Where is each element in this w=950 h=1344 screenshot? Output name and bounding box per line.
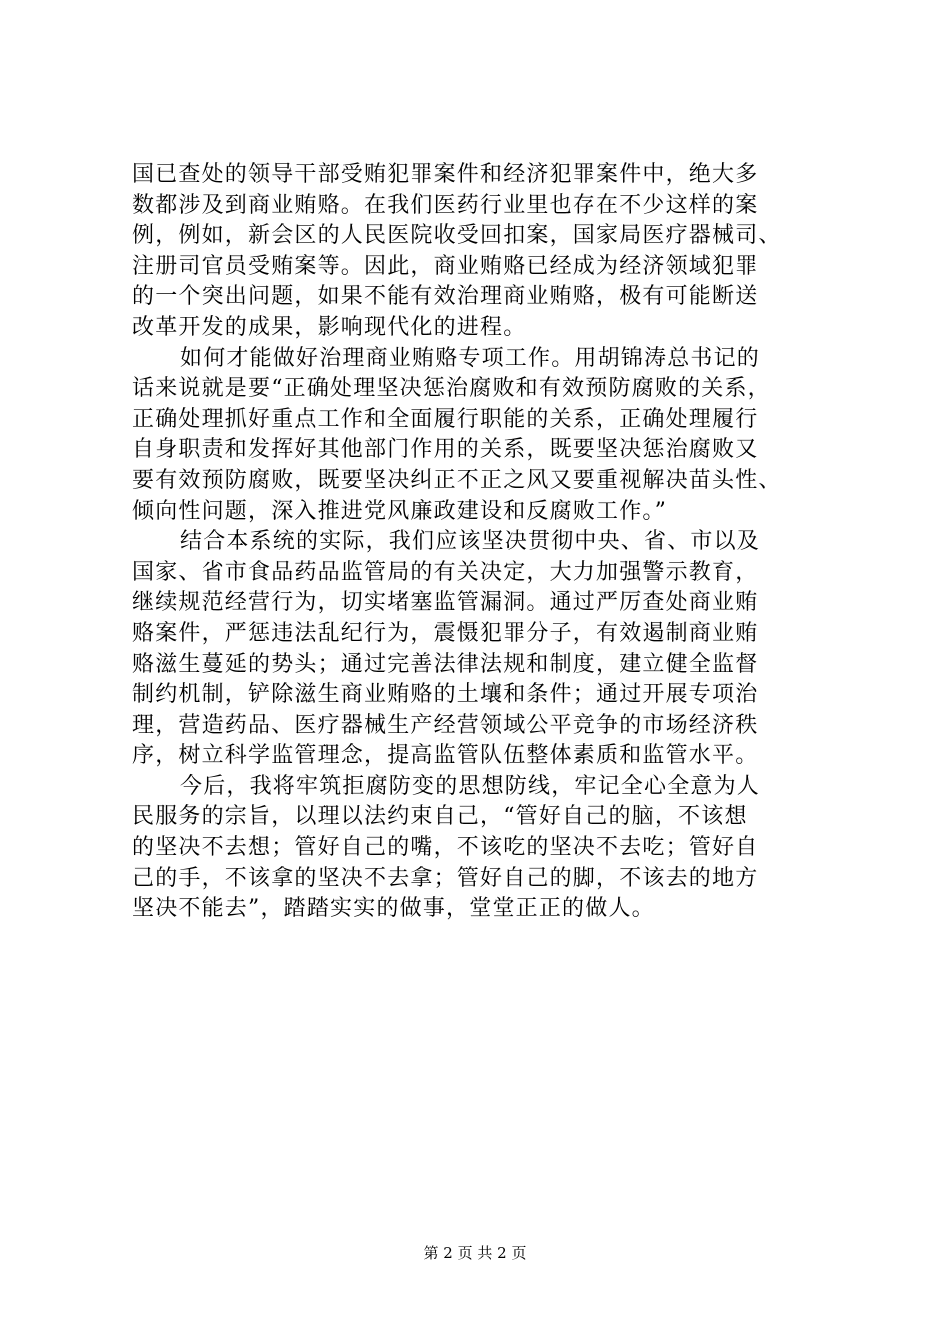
- body-text: [132, 160, 822, 925]
- text-line: 赂案件，严惩违法乱纪行为，震慑犯罪分子，有效遏制商业贿: [132, 620, 759, 646]
- text-line: 民服务的宗旨，以理以法约束自己，“管好自己的脑，不该想: [132, 804, 748, 830]
- paragraph-start-line: 结合本系统的实际，我们应该坚决贯彻中央、省、市以及: [180, 529, 761, 555]
- text-line: 注册司官员受贿案等。因此，商业贿赂已经成为经济领域犯罪: [132, 253, 759, 279]
- text-line: 坚决不能去”，踏踏实实的做事，堂堂正正的做人。: [132, 896, 655, 922]
- text-line: 序，树立科学监管理念，提高监管队伍整体素质和监管水平。: [132, 743, 759, 769]
- text-line: 理，营造药品、医疗器械生产经营领域公平竞争的市场经济秩: [132, 712, 759, 738]
- page-number: 第 2 页 共 2 页: [423, 1244, 527, 1262]
- text-line: 赂滋生蔓延的势头；通过完善法律法规和制度，建立健全监督: [132, 651, 759, 677]
- text-line: 要有效预防腐败，既要坚决纠正不正之风又要重视解决苗头性、: [132, 467, 782, 493]
- text-line: 国已查处的领导干部受贿犯罪案件和经济犯罪案件中，绝大多: [132, 162, 759, 187]
- text-line: 己的手，不该拿的坚决不去拿；管好自己的脚，不该去的地方: [132, 865, 759, 891]
- text-line: 的一个突出问题，如果不能有效治理商业贿赂，极有可能断送: [132, 284, 759, 310]
- paragraph-start-line: 今后，我将牢筑拒腐防变的思想防线，牢记全心全意为人: [180, 773, 761, 799]
- text-line: 自身职责和发挥好其他部门作用的关系，既要坚决惩治腐败又: [132, 437, 759, 463]
- page-footer: [0, 1243, 950, 1263]
- text-line: 正确处理抓好重点工作和全面履行职能的关系，正确处理履行: [132, 406, 759, 432]
- paragraph-start-line: 如何才能做好治理商业贿赂专项工作。用胡锦涛总书记的: [180, 345, 761, 371]
- text-line: 国家、省市食品药品监管局的有关决定，大力加强警示教育，: [132, 559, 759, 585]
- text-line: 的坚决不去想；管好自己的嘴，不该吃的坚决不去吃；管好自: [132, 835, 759, 861]
- text-line: 数都涉及到商业贿赂。在我们医药行业里也存在不少这样的案: [132, 192, 759, 218]
- text-line: 倾向性问题，深入推进党风廉政建设和反腐败工作。”: [132, 498, 668, 524]
- text-line: 改革开发的成果，影响现代化的进程。: [132, 314, 527, 340]
- text-line: 话来说就是要“正确处理坚决惩治腐败和有效预防腐败的关系，: [132, 376, 771, 402]
- text-line: 例，例如，新会区的人民医院收受回扣案，国家局医疗器械司、: [132, 223, 782, 249]
- text-line: 继续规范经营行为，切实堵塞监管漏洞。通过严厉查处商业贿: [132, 590, 759, 616]
- text-line: 制约机制，铲除滋生商业贿赂的土壤和条件；通过开展专项治: [132, 682, 759, 708]
